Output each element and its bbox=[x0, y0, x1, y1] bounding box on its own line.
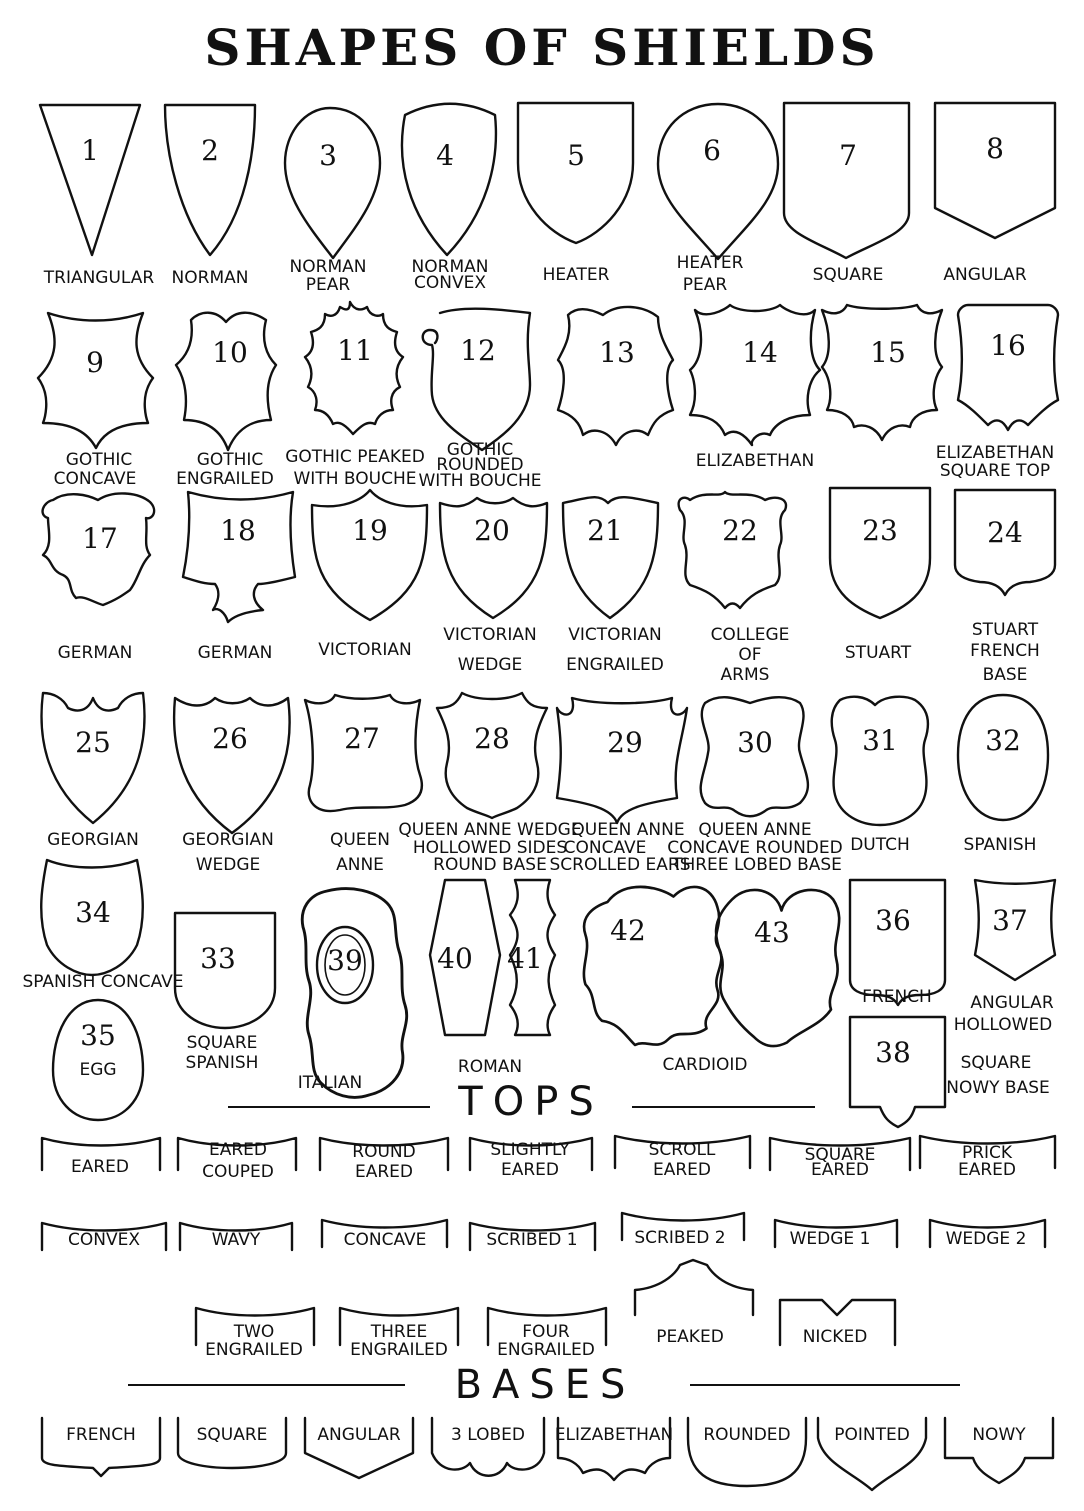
top-label: EARED bbox=[957, 1160, 1017, 1180]
shield-9 bbox=[38, 313, 153, 489]
shield-30 bbox=[667, 697, 842, 875]
shield-outline bbox=[176, 313, 276, 450]
shield-5 bbox=[518, 103, 633, 285]
shield-outline bbox=[305, 302, 403, 434]
shield-label: HOLLOWED SIDES bbox=[412, 838, 568, 858]
base-label: SQUARE bbox=[196, 1425, 268, 1445]
top-15 bbox=[196, 1308, 314, 1360]
top-16 bbox=[340, 1308, 458, 1360]
bases-heading: BASES bbox=[454, 1362, 636, 1408]
top-label: FOUR bbox=[522, 1322, 570, 1342]
shield-label: SQUARE bbox=[186, 1033, 258, 1053]
shield-35 bbox=[53, 1000, 143, 1120]
shield-label: ELIZABETHAN bbox=[695, 451, 815, 471]
shield-label: FRENCH bbox=[970, 641, 1040, 661]
shield-2 bbox=[165, 105, 255, 288]
top-label: WEDGE 2 bbox=[945, 1229, 1027, 1249]
shield-outline bbox=[423, 309, 530, 450]
shield-label: ELIZABETHAN bbox=[935, 443, 1055, 463]
shield-4 bbox=[402, 104, 496, 293]
shield-34 bbox=[22, 860, 183, 992]
shield-outline bbox=[312, 490, 427, 620]
shield-shapes bbox=[22, 103, 1058, 1127]
top-label: SCROLL bbox=[648, 1140, 716, 1160]
shield-number: 43 bbox=[754, 916, 790, 949]
shield-label: SQUARE TOP bbox=[939, 461, 1051, 481]
shield-number: 13 bbox=[599, 336, 635, 369]
top-9 bbox=[180, 1223, 292, 1250]
shield-number: 20 bbox=[474, 514, 510, 547]
shield-outline bbox=[437, 693, 547, 818]
shield-43 bbox=[663, 890, 840, 1075]
shield-label: SPANISH CONCAVE bbox=[22, 972, 184, 992]
shield-42 bbox=[584, 887, 721, 1045]
shield-outline bbox=[716, 890, 839, 1046]
base-label: POINTED bbox=[834, 1425, 910, 1445]
shield-14 bbox=[690, 305, 820, 471]
shield-label: SQUARE bbox=[812, 265, 884, 285]
shield-26 bbox=[174, 698, 290, 875]
shield-number: 19 bbox=[352, 514, 388, 547]
top-label: CONCAVE bbox=[343, 1230, 427, 1250]
shield-number: 22 bbox=[722, 514, 758, 547]
shield-outline bbox=[174, 698, 290, 833]
shield-number: 3 bbox=[319, 139, 337, 172]
shield-12 bbox=[419, 309, 542, 491]
shield-outline bbox=[784, 103, 909, 258]
top-label: SQUARE bbox=[804, 1145, 876, 1165]
top-label: EARED bbox=[354, 1162, 414, 1182]
page-title: SHAPES OF SHIELDS bbox=[204, 18, 880, 77]
shield-number: 23 bbox=[862, 514, 898, 547]
shield-outline bbox=[557, 698, 687, 823]
shield-number: 28 bbox=[474, 722, 510, 755]
top-13 bbox=[775, 1220, 897, 1249]
shield-number: 2 bbox=[201, 134, 219, 167]
shield-label: WITH BOUCHE bbox=[418, 471, 542, 491]
shield-label: SPANISH bbox=[185, 1053, 259, 1073]
shield-number: 12 bbox=[460, 334, 496, 367]
shield-label: GEORGIAN bbox=[182, 830, 274, 850]
shield-number: 27 bbox=[344, 722, 380, 755]
shield-label: STUART bbox=[844, 643, 912, 663]
top-label: WAVY bbox=[211, 1230, 261, 1250]
shield-number: 30 bbox=[737, 726, 773, 759]
shield-label: NORMAN bbox=[411, 257, 489, 277]
shield-label: NOWY BASE bbox=[946, 1078, 1050, 1098]
base-label: FRENCH bbox=[66, 1425, 136, 1445]
shield-label: NORMAN bbox=[171, 268, 249, 288]
shield-36 bbox=[850, 880, 945, 1007]
shield-label: FRENCH bbox=[862, 987, 932, 1007]
shield-label: NORMAN bbox=[289, 257, 367, 277]
shield-label: CONCAVE bbox=[53, 469, 137, 489]
shield-outline bbox=[558, 307, 673, 445]
shield-label: STUART bbox=[971, 620, 1039, 640]
shield-number: 15 bbox=[870, 336, 906, 369]
shield-number: 26 bbox=[212, 722, 248, 755]
shield-37 bbox=[954, 880, 1055, 1035]
shield-31 bbox=[832, 697, 928, 855]
base-rounded bbox=[688, 1418, 806, 1486]
shield-7 bbox=[784, 103, 909, 285]
shield-outline bbox=[402, 104, 496, 255]
shield-number: 21 bbox=[587, 514, 623, 547]
shield-label: PEAR bbox=[682, 275, 728, 295]
top-label: ROUND bbox=[352, 1142, 416, 1162]
top-label: ENGRAILED bbox=[205, 1340, 303, 1360]
shield-outline bbox=[38, 313, 153, 448]
shield-outline bbox=[40, 105, 140, 255]
shield-label: WEDGE bbox=[195, 855, 261, 875]
top-17 bbox=[488, 1308, 606, 1360]
shield-outline bbox=[285, 108, 380, 258]
top-label: WEDGE 1 bbox=[789, 1229, 871, 1249]
shield-number: 1 bbox=[81, 134, 99, 167]
top-label: CONVEX bbox=[68, 1230, 140, 1250]
shield-label: ROMAN bbox=[457, 1057, 523, 1077]
shield-outline bbox=[830, 488, 930, 618]
shield-label: COLLEGE bbox=[710, 625, 790, 645]
shield-label: ARMS bbox=[720, 665, 770, 685]
shield-label: ANGULAR bbox=[970, 993, 1054, 1013]
shield-number: 16 bbox=[990, 329, 1026, 362]
shield-label: TRIANGULAR bbox=[43, 268, 155, 288]
shield-label: CONCAVE bbox=[563, 838, 647, 858]
top-label: SCRIBED 1 bbox=[486, 1230, 578, 1250]
shield-label: SQUARE bbox=[960, 1053, 1032, 1073]
shield-label: SCROLLED EARS bbox=[549, 855, 691, 875]
top-8 bbox=[42, 1223, 166, 1250]
shield-label: QUEEN ANNE bbox=[698, 820, 812, 840]
shield-outline bbox=[518, 103, 633, 243]
top-label: PEAKED bbox=[656, 1327, 724, 1347]
shield-number: 14 bbox=[742, 336, 778, 369]
top-6 bbox=[770, 1138, 910, 1180]
shield-label: BASE bbox=[982, 665, 1028, 685]
shield-28 bbox=[398, 693, 581, 875]
shield-outline bbox=[302, 889, 406, 1098]
base-label: ANGULAR bbox=[317, 1425, 401, 1445]
top-label: NICKED bbox=[802, 1327, 868, 1347]
top-label: EARED bbox=[500, 1160, 560, 1180]
shield-label: ENGRAILED bbox=[566, 655, 664, 675]
shield-outline bbox=[958, 305, 1058, 430]
top-18 bbox=[635, 1260, 753, 1347]
shield-outline bbox=[165, 105, 255, 255]
shield-number: 42 bbox=[610, 914, 646, 947]
shield-outline bbox=[679, 492, 786, 608]
shield-label: EGG bbox=[79, 1060, 117, 1080]
shield-13 bbox=[558, 307, 673, 445]
top-label: SLIGHTLY bbox=[490, 1140, 570, 1160]
shield-number: 36 bbox=[875, 904, 911, 937]
shield-label: QUEEN bbox=[329, 830, 391, 850]
shield-number: 35 bbox=[80, 1019, 116, 1052]
shield-label: OF bbox=[738, 645, 762, 665]
shield-number: 10 bbox=[212, 336, 248, 369]
shield-32 bbox=[958, 695, 1048, 855]
top-19 bbox=[780, 1300, 895, 1347]
shield-25 bbox=[41, 693, 144, 850]
shield-41 bbox=[458, 880, 555, 1077]
shield-number: 24 bbox=[987, 516, 1023, 549]
base-pointed bbox=[818, 1418, 926, 1490]
shield-label: VICTORIAN bbox=[318, 640, 412, 660]
shield-label: GOTHIC bbox=[65, 450, 133, 470]
top-2 bbox=[178, 1138, 296, 1182]
shield-label: GERMAN bbox=[57, 643, 133, 663]
shield-label: GEORGIAN bbox=[47, 830, 139, 850]
base-elizabethan bbox=[555, 1418, 673, 1480]
shield-23 bbox=[830, 488, 930, 663]
shield-label: ANNE bbox=[336, 855, 384, 875]
shield-label: CONCAVE ROUNDED bbox=[667, 838, 843, 858]
shield-label: QUEEN ANNE WEDGE bbox=[398, 820, 582, 840]
top-4 bbox=[470, 1138, 592, 1180]
shield-label: QUEEN ANNE bbox=[571, 820, 685, 840]
base-label: NOWY bbox=[972, 1425, 1026, 1445]
shield-19 bbox=[312, 490, 427, 660]
top-label: SCRIBED 2 bbox=[634, 1228, 726, 1248]
tops-section bbox=[42, 1079, 1055, 1360]
shield-label: ENGRAILED bbox=[176, 469, 274, 489]
bases-section bbox=[42, 1362, 1053, 1490]
shield-outline bbox=[584, 887, 721, 1045]
shield-number: 9 bbox=[86, 346, 104, 379]
top-label: EARED bbox=[70, 1157, 130, 1177]
shield-number: 29 bbox=[607, 726, 643, 759]
shield-number: 4 bbox=[436, 139, 454, 172]
shield-label: VICTORIAN bbox=[568, 625, 662, 645]
shield-label: ANGULAR bbox=[943, 265, 1027, 285]
base-square bbox=[178, 1418, 286, 1468]
shield-number: 41 bbox=[507, 942, 543, 975]
shield-label: GOTHIC bbox=[446, 440, 514, 460]
tops-heading: TOPS bbox=[458, 1079, 604, 1125]
shield-number: 18 bbox=[220, 514, 256, 547]
shield-number: 31 bbox=[862, 724, 898, 757]
top-label: EARED bbox=[208, 1140, 268, 1160]
shield-label: WEDGE bbox=[457, 655, 523, 675]
top-outline bbox=[635, 1260, 753, 1315]
shield-16 bbox=[936, 305, 1058, 481]
shield-15 bbox=[822, 305, 942, 440]
shield-39 bbox=[298, 889, 407, 1098]
base-label: 3 LOBED bbox=[451, 1425, 525, 1445]
shield-outline bbox=[850, 1017, 945, 1127]
shield-outline bbox=[935, 103, 1055, 238]
shield-outline bbox=[658, 104, 778, 259]
shield-label: ROUND BASE bbox=[433, 855, 547, 875]
shield-label: WITH BOUCHE bbox=[293, 469, 417, 489]
top-1 bbox=[42, 1138, 160, 1177]
top-label: TWO bbox=[233, 1322, 275, 1342]
base-label: ROUNDED bbox=[703, 1425, 791, 1445]
base-nowy bbox=[945, 1418, 1053, 1483]
top-label: ENGRAILED bbox=[350, 1340, 448, 1360]
base-angular bbox=[305, 1418, 413, 1478]
top-label: ENGRAILED bbox=[497, 1340, 595, 1360]
shield-3 bbox=[285, 108, 380, 295]
top-10 bbox=[322, 1220, 447, 1250]
shield-24 bbox=[955, 490, 1055, 685]
shield-label: GOTHIC bbox=[196, 450, 264, 470]
shield-outline bbox=[958, 695, 1048, 820]
shield-27 bbox=[305, 695, 422, 875]
shield-outline bbox=[822, 305, 942, 440]
shield-label: HOLLOWED bbox=[953, 1015, 1053, 1035]
shield-number: 38 bbox=[875, 1036, 911, 1069]
shield-label: CARDIOID bbox=[662, 1055, 748, 1075]
shield-label: HEATER bbox=[542, 265, 610, 285]
base-french bbox=[42, 1418, 160, 1476]
shield-number: 25 bbox=[75, 726, 111, 759]
shield-outline bbox=[690, 305, 820, 445]
shield-8 bbox=[935, 103, 1055, 285]
top-label: PRICK bbox=[961, 1143, 1013, 1163]
top-5 bbox=[615, 1136, 750, 1180]
top-12 bbox=[622, 1213, 744, 1248]
shield-1 bbox=[40, 105, 154, 288]
shield-label: THREE LOBED BASE bbox=[672, 855, 842, 875]
shield-18 bbox=[183, 492, 295, 663]
top-7 bbox=[920, 1136, 1055, 1180]
shield-number: 7 bbox=[839, 139, 857, 172]
top-3 bbox=[320, 1138, 448, 1182]
shield-label: PEAR bbox=[305, 275, 351, 295]
shield-6 bbox=[658, 104, 778, 295]
top-label: COUPED bbox=[202, 1162, 274, 1182]
shield-number: 32 bbox=[985, 724, 1021, 757]
shield-number: 6 bbox=[703, 134, 721, 167]
shield-11 bbox=[285, 302, 425, 489]
shield-outline bbox=[183, 492, 295, 622]
top-11 bbox=[470, 1223, 595, 1250]
top-label: EARED bbox=[652, 1160, 712, 1180]
shield-label: GERMAN bbox=[197, 643, 273, 663]
shield-label: SPANISH bbox=[963, 835, 1037, 855]
shield-33 bbox=[175, 913, 275, 1073]
top-14 bbox=[930, 1220, 1045, 1249]
shield-number: 17 bbox=[82, 522, 118, 555]
shield-22 bbox=[679, 492, 790, 685]
shield-number: 39 bbox=[327, 944, 363, 977]
shield-label: ROUNDED bbox=[436, 455, 524, 475]
shield-number: 34 bbox=[75, 896, 111, 929]
top-label: THREE bbox=[370, 1322, 428, 1342]
shield-40 bbox=[430, 880, 500, 1035]
shield-10 bbox=[176, 313, 276, 489]
shield-outline bbox=[832, 697, 928, 825]
shield-label: VICTORIAN bbox=[443, 625, 537, 645]
shield-label: DUTCH bbox=[850, 835, 910, 855]
shield-label: CONVEX bbox=[414, 273, 486, 293]
shield-number: 8 bbox=[986, 132, 1004, 165]
shield-number: 37 bbox=[992, 904, 1028, 937]
base-label: ELIZABETHAN bbox=[554, 1425, 674, 1445]
shield-17 bbox=[43, 493, 155, 663]
top-label: EARED bbox=[810, 1160, 870, 1180]
base-3-lobed bbox=[432, 1418, 544, 1476]
shield-number: 40 bbox=[437, 942, 473, 975]
shield-label: ITALIAN bbox=[297, 1073, 363, 1093]
shield-label: GOTHIC PEAKED bbox=[285, 447, 425, 467]
shield-21 bbox=[563, 497, 664, 675]
shield-number: 5 bbox=[567, 139, 585, 172]
shield-20 bbox=[440, 498, 547, 675]
shield-label: HEATER bbox=[676, 253, 744, 273]
shield-number: 33 bbox=[200, 942, 236, 975]
shield-number: 11 bbox=[337, 334, 373, 367]
